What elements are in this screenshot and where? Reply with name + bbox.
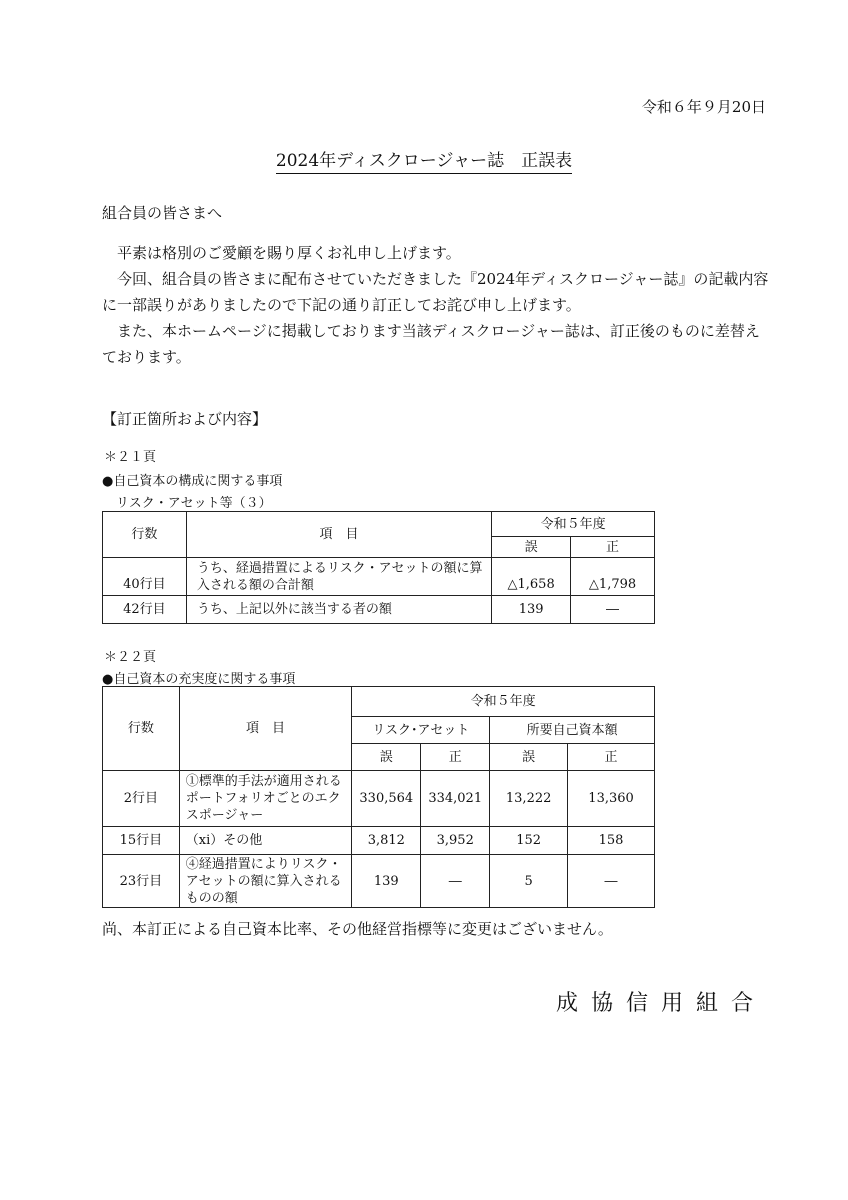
footer-note: 尚、本訂正による自己資本比率、その他経営指標等に変更はございません。: [102, 920, 613, 938]
row-cap-right: ―: [568, 855, 655, 908]
row-line: 23行目: [103, 855, 180, 908]
greeting: 組合員の皆さまへ: [102, 204, 223, 222]
row-line: 40行目: [103, 558, 187, 596]
header-line: 行数: [103, 687, 180, 771]
page-reference-22: ＊２２頁: [104, 650, 157, 665]
row-line: 42行目: [103, 596, 187, 624]
row-right: ―: [571, 596, 655, 624]
table1-subtitle: ●自己資本の構成に関する事項: [102, 474, 283, 489]
row-risk-right: ―: [421, 855, 490, 908]
header-item: 項 目: [179, 687, 352, 771]
row-item: うち、経過措置によるリスク・アセットの額に算入される額の合計額: [186, 558, 491, 596]
row-risk-right: 334,021: [421, 771, 490, 827]
header-right: 正: [421, 744, 490, 771]
table-row: [103, 558, 655, 596]
row-wrong: △1,658: [492, 558, 571, 596]
letter-body: [102, 240, 770, 370]
paragraph: また、本ホームページに掲載しております当該ディスクロージャー誌は、訂正後のものに差替えております。: [102, 322, 760, 366]
header-wrong: 誤: [352, 744, 421, 771]
table-row: [103, 771, 655, 827]
row-item: ④経過措置によりリスク・アセットの額に算入されるものの額: [179, 855, 352, 908]
row-cap-wrong: 13,222: [490, 771, 568, 827]
table-row: [103, 855, 655, 908]
table2-subtitle: ●自己資本の充実度に関する事項: [102, 672, 296, 687]
header-wrong: 誤: [492, 537, 571, 558]
paragraph: 今回、組合員の皆さまに配布させていただきました『2024年ディスクロージャー誌』の記載内容に一部誤りがありましたので下記の通り訂正してお詫び申し上げます。: [102, 270, 769, 314]
row-item: （xi）その他: [179, 827, 352, 855]
document-date: 令和６年９月20日: [641, 98, 766, 116]
row-line: 15行目: [103, 827, 180, 855]
header-item: 項 目: [186, 512, 491, 558]
header-year: 令和５年度: [492, 512, 655, 537]
row-item: うち、上記以外に該当する者の額: [186, 596, 491, 624]
header-year: 令和５年度: [352, 687, 655, 717]
row-cap-wrong: 152: [490, 827, 568, 855]
section-heading: 【訂正箇所および内容】: [102, 410, 268, 428]
header-required-capital: 所要自己資本額: [490, 717, 655, 744]
header-line: 行数: [103, 512, 187, 558]
row-risk-right: 3,952: [421, 827, 490, 855]
header-risk-asset: リスク･アセット: [352, 717, 490, 744]
paragraph: 平素は格別のご愛顧を賜り厚くお礼申し上げます。: [117, 244, 461, 262]
row-cap-right: 158: [568, 827, 655, 855]
row-line: 2行目: [103, 771, 180, 827]
row-risk-wrong: 330,564: [352, 771, 421, 827]
header-right: 正: [571, 537, 655, 558]
correction-table-1: [102, 511, 655, 624]
organization-name: 成協信用組合: [555, 991, 766, 1016]
row-right: △1,798: [571, 558, 655, 596]
correction-table-2: [102, 686, 655, 908]
row-wrong: 139: [492, 596, 571, 624]
row-risk-wrong: 139: [352, 855, 421, 908]
table-row: [103, 827, 655, 855]
row-cap-wrong: 5: [490, 855, 568, 908]
page-reference-21: ＊２１頁: [104, 450, 157, 465]
title-text: 2024年ディスクロージャー誌 正誤表: [276, 151, 572, 174]
document-title: [0, 146, 848, 171]
header-right: 正: [568, 744, 655, 771]
row-cap-right: 13,360: [568, 771, 655, 827]
row-item: ①標準的手法が適用されるポートフォリオごとのエクスポージャー: [179, 771, 352, 827]
table1-subtitle-2: リスク・アセット等（３）: [116, 496, 272, 511]
header-wrong: 誤: [490, 744, 568, 771]
table-row: [103, 596, 655, 624]
row-risk-wrong: 3,812: [352, 827, 421, 855]
